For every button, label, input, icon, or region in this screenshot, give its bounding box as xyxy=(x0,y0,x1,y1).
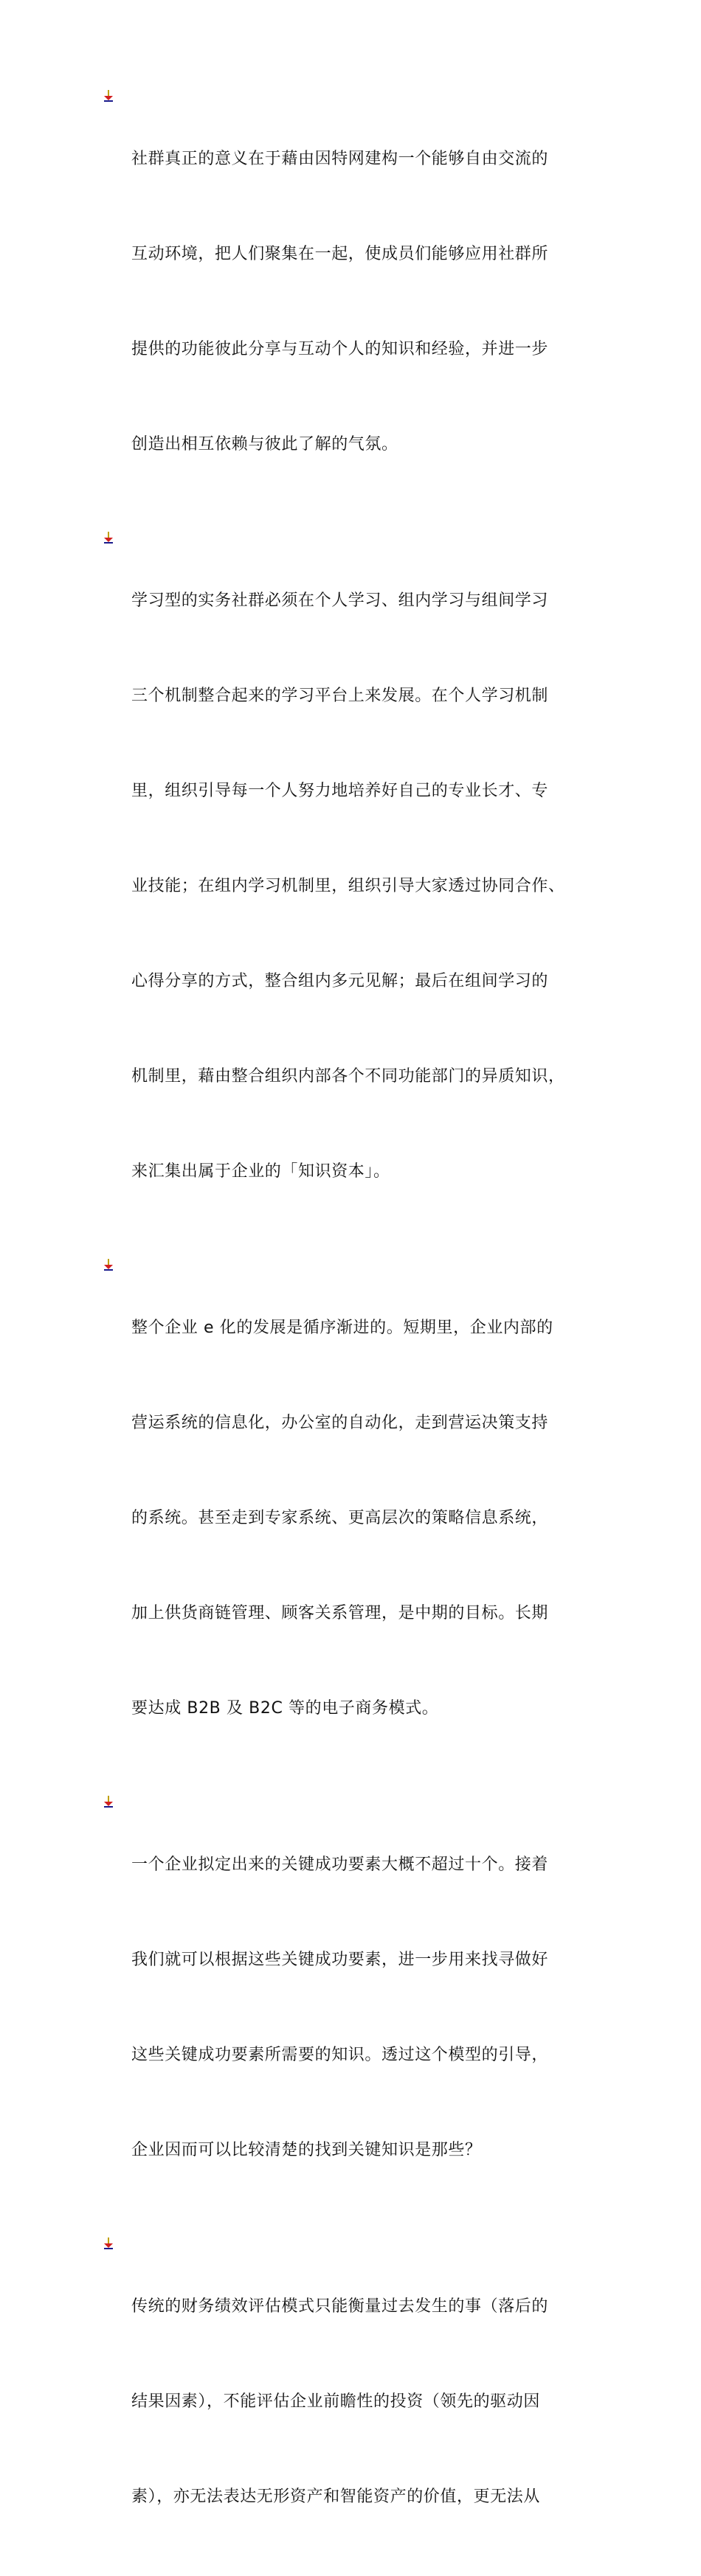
bullet-text xyxy=(131,1249,612,1788)
text-line: 创造出相互依赖与彼此了解的气氛。 xyxy=(131,435,398,454)
text-line: 整个企业 e 化的发展是循序渐进的。短期里，企业内部的 xyxy=(131,1319,553,1337)
text-line: 要达成 B2B 及 B2C 等的电子商务模式。 xyxy=(131,1699,439,1718)
text-line: 学习型的实务社群必须在个人学习、组内学习与组间学习 xyxy=(131,591,549,610)
text-line: 企业因而可以比较清楚的找到关键知识是那些？ xyxy=(131,2141,482,2159)
list-item xyxy=(103,80,612,524)
text-line: 业技能；在组内学习机制里，组织引导大家透过协同合作、 xyxy=(131,877,565,895)
text-line: 社群真正的意义在于藉由因特网建构一个能够自由交流的 xyxy=(131,150,549,168)
arrow-down-bullet-icon xyxy=(103,1259,114,1271)
text-line: 营运系统的信息化，办公室的自动化，走到营运决策支持 xyxy=(131,1414,549,1432)
text-line: 互动环境，把人们聚集在一起，使成员们能够应用社群所 xyxy=(131,245,549,263)
list-item xyxy=(103,2227,612,2576)
text-line: 的系统。甚至走到专家系统、更高层次的策略信息系统， xyxy=(131,1509,549,1527)
text-line: 加上供货商链管理、顾客关系管理，是中期的目标。长期 xyxy=(131,1604,549,1622)
text-line: 心得分享的方式，整合组内多元见解；最后在组间学习的 xyxy=(131,972,549,990)
text-line: 机制里，藉由整合组织内部各个不同功能部门的异质知识， xyxy=(131,1067,565,1086)
arrow-down-bullet-icon xyxy=(103,2237,114,2249)
bullet-text xyxy=(131,1785,612,2229)
text-line: 我们就可以根据这些关键成功要素，进一步用来找寻做好 xyxy=(131,1951,549,1969)
text-line: 三个机制整合起来的学习平台上来发展。在个人学习机制 xyxy=(131,687,549,705)
text-line: 这些关键成功要素所需要的知识。透过这个模型的引导， xyxy=(131,2046,549,2064)
text-line: 里，组织引导每一个人努力地培养好自己的专业长才、专 xyxy=(131,782,549,800)
bullet-list xyxy=(103,80,612,2574)
arrow-down-bullet-icon xyxy=(103,1796,114,1808)
list-item xyxy=(103,1249,612,1788)
text-line: 结果因素），不能评估企业前瞻性的投资（领先的驱动因 xyxy=(131,2392,541,2411)
text-line: 提供的功能彼此分享与互动个人的知识和经验，并进一步 xyxy=(131,340,549,358)
list-item xyxy=(103,1785,612,2229)
text-line: 一个企业拟定出来的关键成功要素大概不超过十个。接着 xyxy=(131,1855,549,1874)
list-item xyxy=(103,521,612,1251)
bullet-text xyxy=(131,521,612,1251)
arrow-down-bullet-icon xyxy=(103,532,114,544)
text-line: 传统的财务绩效评估模式只能衡量过去发生的事（落后的 xyxy=(131,2297,549,2316)
bullet-text xyxy=(131,80,612,524)
bullet-text xyxy=(131,2227,612,2576)
arrow-down-bullet-icon xyxy=(103,90,114,102)
text-line: 素），亦无法表达无形资产和智能资产的价值，更无法从 xyxy=(131,2488,541,2506)
text-line: 来汇集出属于企业的「知识资本」。 xyxy=(131,1162,390,1181)
